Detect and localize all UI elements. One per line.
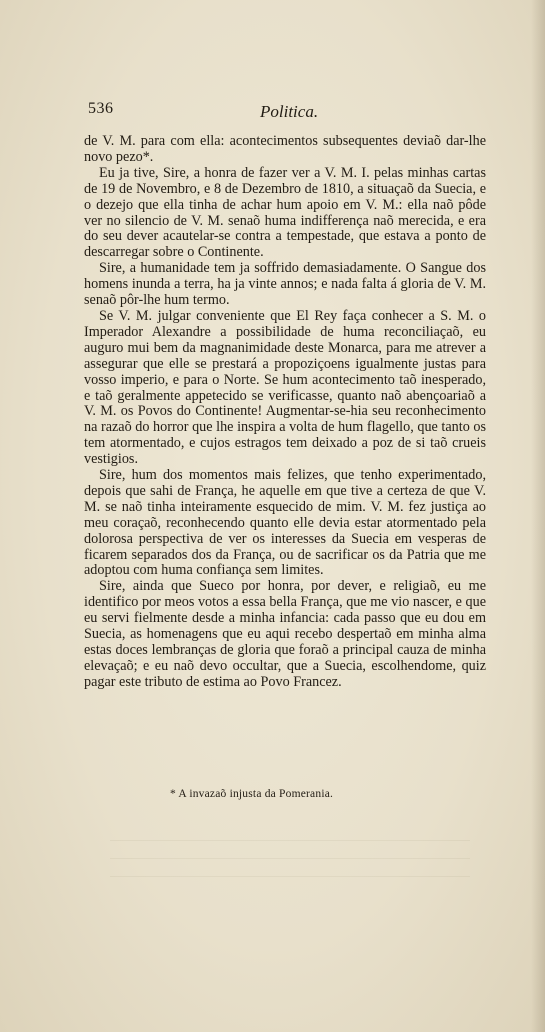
paragraph: Sire, ainda que Sueco por honra, por dever, e religiaõ, eu me identifico por meos votos a essa bella França, que me vio nascer, e que eu servi fielmente desde a minha infancia: cada passo que eu dou em Suecia, as homenagens que eu aqui recebo despertaõ em minha alma estas doces lembranças de gloria que foraõ a principal cauza de minha elevaçaõ; e eu naõ devo occultar, que a Suecia, escolhendome, quiz pagar este tributo de estima ao Povo Francez.	[84, 578, 486, 690]
page-edge-shadow	[531, 0, 545, 1032]
paragraph: Se V. M. julgar conveniente que El Rey faça conhecer a S. M. o Imperador Alexandre a possibilidade de huma reconciliaçaõ, eu auguro mui bem da magnanimidade deste Monarca, para me atrever a assegurar que elle se prestará a propoziçoens igualmente justas para vosso imperio, e para o Norte. Se hum acontecimento taõ inesperado, e taõ geralmente appetecido se verificasse, quanto naõ abençoariaõ a V. M. os Povos do Continente! Augmentar-se-hia seu reconhecimento na razaõ do horror que lhe inspira a volta de hum flagello, que tanto os tem atormentado, e cujos estragos tem deixado a poz de si taõ crueis vestigios.	[84, 307, 486, 468]
page-header	[88, 100, 488, 124]
page-number: 536	[88, 100, 114, 117]
paragraph-continuation: de V. M. para com ella: acontecimentos subsequentes deviaõ dar-lhe novo pezo*.	[84, 133, 486, 165]
show-through-line	[110, 876, 470, 877]
footnote: * A invazaõ injusta da Pomerania.	[170, 788, 334, 800]
paragraph: Sire, a humanidade tem ja soffrido demasiadamente. O Sangue dos homens inunda a terra, ha ja vinte annos; e nada falta á gloria de V. M. senaõ pôr-lhe hum termo.	[84, 260, 486, 309]
body-text	[84, 134, 486, 691]
running-title: Politica.	[260, 102, 319, 121]
show-through-line	[110, 840, 470, 841]
paragraph: Eu ja tive, Sire, a honra de fazer ver a V. M. I. pelas minhas cartas de 19 de Novembro, e 8 de Dezembro de 1810, a situaçaõ da Suecia, e o dezejo que ella tinha de achar hum apoio em V. M.: ella naõ pôde ver no silencio de V. M. senaõ huma indifferença naõ merecida, e era do seu dever acautelar-se contra a tempestade, que estava a ponto de descarregar sobre o Continente.	[84, 164, 486, 261]
show-through-line	[110, 858, 470, 859]
paragraph: Sire, hum dos momentos mais felizes, que tenho experimentado, depois que sahi de França, he aquelle em que tive a certeza de que V. M. se naõ tinha inteiramente esquecido de mim. V. M. fez justiça ao meu coraçaõ, reconhecendo quanto elle devia estar atormentado pela dolorosa perspectiva de ver os interesses da Suecia em vesperas de ficarem separados dos da França, ou de sacrificar os da Patria que me adoptou com huma confiança sem limites.	[84, 467, 486, 579]
